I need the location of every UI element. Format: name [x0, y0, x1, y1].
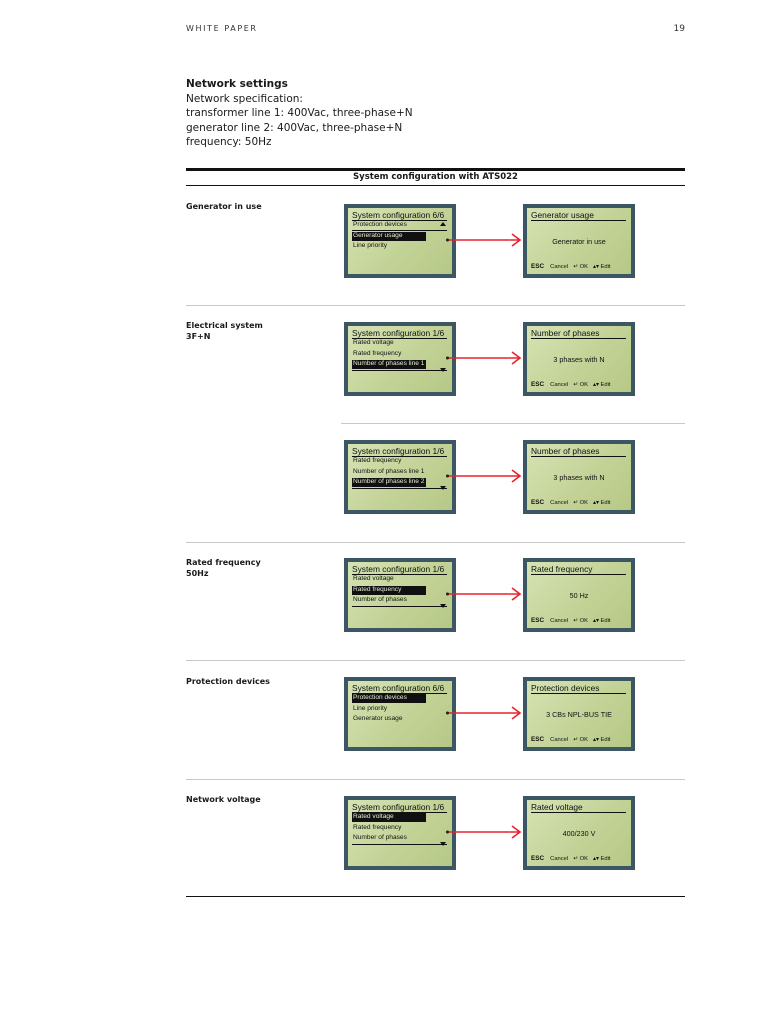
- lcd-menu-item: Number of phases line 1: [353, 360, 425, 367]
- up-down-arrows-icon: ▴▾: [593, 381, 601, 388]
- lcd-menu-title: System configuration 6/6: [352, 683, 447, 694]
- table-top-rule: [186, 168, 685, 171]
- lcd-menu-screen: [344, 440, 456, 514]
- ok-label: OK: [579, 499, 589, 506]
- up-down-arrows-icon: ▴▾: [593, 617, 601, 624]
- lcd-menu-item: Line priority: [353, 242, 388, 249]
- lcd-menu-item: Rated frequency: [352, 586, 426, 595]
- lcd-detail-screen: [523, 440, 635, 514]
- edit-softkey: [593, 618, 610, 624]
- lcd-detail-title: Protection devices: [531, 683, 626, 694]
- esc-softkey: ESC: [531, 855, 545, 862]
- row-label: Rated frequency 50Hz: [186, 558, 261, 578]
- arrow-right-icon: [446, 233, 522, 247]
- edit-softkey: [593, 264, 610, 270]
- cancel-softkey: Cancel: [550, 617, 569, 624]
- row-label: Electrical system 3F+N: [186, 321, 263, 341]
- lcd-softkeys: [531, 499, 628, 506]
- lcd-underline: [352, 370, 447, 371]
- lcd-underline: [352, 606, 447, 607]
- edit-label: Edit: [600, 736, 611, 743]
- arrow-right-icon: [446, 706, 522, 720]
- lcd-menu-item: Rated frequency: [353, 823, 402, 831]
- lcd-underline: [352, 230, 447, 231]
- ok-label: OK: [579, 617, 589, 624]
- lcd-menu-screen: [344, 204, 456, 278]
- table-title: System configuration with ATS022: [353, 172, 518, 182]
- lcd-menu-title: System configuration 1/6: [352, 802, 447, 813]
- lcd-detail-title: Rated frequency: [531, 564, 626, 575]
- ok-softkey: [573, 382, 588, 388]
- row-label: Protection devices: [186, 677, 270, 686]
- lcd-detail-title: Generator usage: [531, 210, 626, 221]
- cancel-softkey: Cancel: [550, 855, 569, 862]
- row-separator: [186, 542, 685, 543]
- edit-label: Edit: [600, 381, 611, 388]
- ok-label: OK: [579, 381, 589, 388]
- scroll-down-icon: [440, 368, 446, 372]
- lcd-menu-title: System configuration 1/6: [352, 328, 447, 339]
- enter-icon: ↵: [573, 381, 580, 388]
- lcd-menu-item: Rated frequency: [353, 457, 402, 464]
- cancel-softkey: Cancel: [550, 263, 569, 270]
- lcd-detail-value: 3 phases with N: [553, 473, 605, 482]
- page-number: 19: [673, 24, 685, 34]
- lcd-menu-item: Number of phases line 2: [353, 478, 425, 485]
- lcd-menu-item: Number of phases: [353, 834, 407, 841]
- lcd-menu-screen: [344, 677, 456, 751]
- lcd-menu-title: System configuration 6/6: [352, 210, 447, 221]
- lcd-detail-value: Generator in use: [552, 237, 606, 246]
- lcd-detail-screen: [523, 204, 635, 278]
- lcd-menu-item: Line priority: [353, 704, 388, 712]
- enter-icon: ↵: [573, 617, 580, 624]
- lcd-softkeys: [531, 263, 628, 270]
- edit-softkey: [593, 856, 610, 862]
- lcd-menu-item: Rated voltage: [352, 813, 426, 822]
- lcd-detail-screen: [523, 322, 635, 396]
- up-down-arrows-icon: ▴▾: [593, 855, 601, 862]
- lcd-softkeys: [531, 617, 628, 624]
- lcd-menu-item: Rated voltage: [353, 339, 394, 346]
- edit-softkey: [593, 500, 610, 506]
- network-settings: [186, 77, 413, 150]
- cancel-softkey: Cancel: [550, 736, 569, 743]
- edit-label: Edit: [600, 263, 611, 270]
- network-spec-line: Network specification:: [186, 92, 303, 105]
- lcd-menu-item: Protection devices: [353, 221, 407, 228]
- scroll-down-icon: [440, 842, 446, 846]
- network-settings-title: Network settings: [186, 78, 288, 90]
- edit-label: Edit: [600, 855, 611, 862]
- lcd-menu-item: Generator usage: [353, 715, 403, 722]
- edit-softkey: [593, 382, 610, 388]
- esc-softkey: ESC: [531, 617, 545, 624]
- ok-label: OK: [579, 736, 589, 743]
- network-spec-line: frequency: 50Hz: [186, 136, 272, 148]
- lcd-detail-screen: [523, 796, 635, 870]
- lcd-softkeys: [531, 381, 628, 388]
- lcd-menu-title: System configuration 1/6: [352, 564, 447, 575]
- ok-softkey: [573, 618, 588, 624]
- enter-icon: ↵: [573, 736, 580, 743]
- lcd-softkeys: [531, 855, 628, 862]
- esc-softkey: ESC: [531, 499, 545, 506]
- lcd-menu-title: System configuration 1/6: [352, 446, 447, 457]
- scroll-down-icon: [440, 486, 446, 490]
- enter-icon: ↵: [573, 499, 580, 506]
- lcd-menu-item: Rated voltage: [353, 575, 394, 582]
- ok-softkey: [573, 737, 588, 743]
- esc-softkey: ESC: [531, 381, 545, 388]
- header-left: WHITE PAPER: [186, 24, 258, 33]
- arrow-right-icon: [446, 469, 522, 483]
- scroll-up-icon: [440, 222, 446, 226]
- edit-label: Edit: [600, 617, 611, 624]
- lcd-detail-title: Number of phases: [531, 328, 626, 339]
- arrow-right-icon: [446, 825, 522, 839]
- ok-softkey: [573, 264, 588, 270]
- lcd-detail-screen: [523, 558, 635, 632]
- lcd-detail-value: 3 phases with N: [553, 355, 605, 364]
- lcd-detail-title: Rated voltage: [531, 802, 626, 813]
- lcd-menu-screen: [344, 558, 456, 632]
- up-down-arrows-icon: ▴▾: [593, 263, 601, 270]
- lcd-detail-value: 3 CBs NPL-BUS TIE: [546, 710, 612, 719]
- lcd-detail-screen: [523, 677, 635, 751]
- network-spec-line: generator line 2: 400Vac, three-phase+N: [186, 121, 403, 134]
- lcd-detail-title: Number of phases: [531, 446, 626, 457]
- ok-softkey: [573, 500, 588, 506]
- enter-icon: ↵: [573, 855, 580, 862]
- ok-label: OK: [579, 263, 589, 270]
- lcd-softkeys: [531, 736, 628, 743]
- enter-icon: ↵: [573, 263, 580, 270]
- lcd-menu-item: Protection devices: [352, 694, 426, 703]
- lcd-menu-item: Rated frequency: [353, 349, 402, 357]
- lcd-detail-value: 50 Hz: [569, 591, 589, 600]
- esc-softkey: ESC: [531, 736, 545, 743]
- subrow-separator: [341, 423, 685, 424]
- lcd-underline: [352, 844, 447, 845]
- lcd-menu-item: Number of phases line 1: [353, 467, 425, 475]
- table-bottom-rule: [186, 896, 685, 897]
- row-separator: [186, 779, 685, 780]
- arrow-right-icon: [446, 587, 522, 601]
- row-separator: [186, 305, 685, 306]
- edit-label: Edit: [600, 499, 611, 506]
- row-label: Generator in use: [186, 202, 262, 211]
- lcd-menu-screen: [344, 796, 456, 870]
- lcd-menu-item: Generator usage: [352, 232, 426, 241]
- lcd-menu-item: Number of phases: [353, 596, 407, 603]
- up-down-arrows-icon: ▴▾: [593, 499, 601, 506]
- lcd-detail-value: 400/230 V: [562, 829, 596, 838]
- ok-softkey: [573, 856, 588, 862]
- up-down-arrows-icon: ▴▾: [593, 736, 601, 743]
- cancel-softkey: Cancel: [550, 499, 569, 506]
- row-separator: [186, 660, 685, 661]
- row-label: Network voltage: [186, 795, 261, 804]
- arrow-right-icon: [446, 351, 522, 365]
- cancel-softkey: Cancel: [550, 381, 569, 388]
- esc-softkey: ESC: [531, 263, 545, 270]
- table-header-rule: [186, 185, 685, 186]
- edit-softkey: [593, 737, 610, 743]
- scroll-down-icon: [440, 604, 446, 608]
- ok-label: OK: [579, 855, 589, 862]
- network-spec-line: transformer line 1: 400Vac, three-phase+N: [186, 107, 413, 119]
- lcd-menu-screen: [344, 322, 456, 396]
- lcd-underline: [352, 488, 447, 489]
